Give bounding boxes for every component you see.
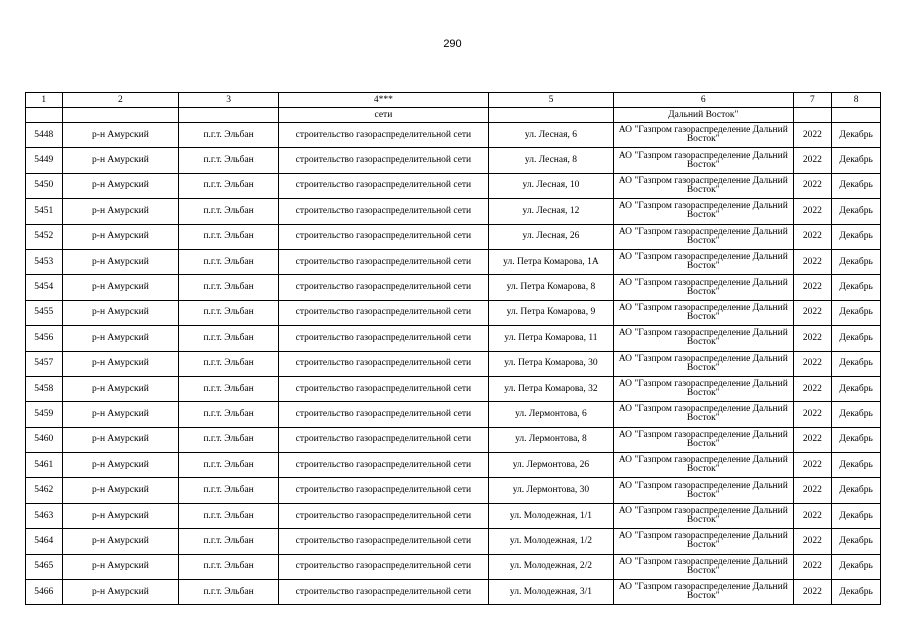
table-cell: Декабрь bbox=[832, 249, 881, 274]
table-cell: строительство газораспределительной сети bbox=[278, 351, 488, 376]
table-cell: АО "Газпром газораспределение Дальний Восток" bbox=[613, 478, 793, 503]
table-cell: 5459 bbox=[26, 402, 63, 427]
table-cell: Декабрь bbox=[832, 300, 881, 325]
table-cell: р-н Амурский bbox=[62, 326, 179, 351]
continuation-row bbox=[26, 108, 881, 123]
table-row bbox=[26, 275, 881, 300]
table-cell: р-н Амурский bbox=[62, 199, 179, 224]
table-cell: ул. Лесная, 6 bbox=[489, 123, 614, 148]
table-cell: Декабрь bbox=[832, 275, 881, 300]
table-cell: строительство газораспределительной сети bbox=[278, 199, 488, 224]
column-header: 7 bbox=[793, 93, 832, 108]
table-cell: п.г.т. Эльбан bbox=[179, 453, 279, 478]
table-cell: АО "Газпром газораспределение Дальний Восток" bbox=[613, 376, 793, 401]
table-cell: р-н Амурский bbox=[62, 249, 179, 274]
table-cell: п.г.т. Эльбан bbox=[179, 529, 279, 554]
table-cell: ул. Лермонтова, 26 bbox=[489, 453, 614, 478]
table-cell: ул. Петра Комарова, 8 bbox=[489, 275, 614, 300]
column-header: 3 bbox=[179, 93, 279, 108]
table-row bbox=[26, 580, 881, 605]
column-header: 1 bbox=[26, 93, 63, 108]
table-cell bbox=[489, 108, 614, 123]
table-row bbox=[26, 326, 881, 351]
table-cell: п.г.т. Эльбан bbox=[179, 554, 279, 579]
table-cell: строительство газораспределительной сети bbox=[278, 224, 488, 249]
table-cell: Декабрь bbox=[832, 453, 881, 478]
table-row bbox=[26, 224, 881, 249]
table-row bbox=[26, 554, 881, 579]
table-cell: Дальний Восток" bbox=[613, 108, 793, 123]
table-cell: 5450 bbox=[26, 173, 63, 198]
table-cell: п.г.т. Эльбан bbox=[179, 173, 279, 198]
table-cell: р-н Амурский bbox=[62, 554, 179, 579]
table-cell: АО "Газпром газораспределение Дальний Восток" bbox=[613, 249, 793, 274]
table-cell: Декабрь bbox=[832, 326, 881, 351]
table-cell: строительство газораспределительной сети bbox=[278, 275, 488, 300]
table-cell: 5466 bbox=[26, 580, 63, 605]
table-row bbox=[26, 199, 881, 224]
table-cell: Декабрь bbox=[832, 427, 881, 452]
table-cell: п.г.т. Эльбан bbox=[179, 427, 279, 452]
table-cell: АО "Газпром газораспределение Дальний Восток" bbox=[613, 275, 793, 300]
table-cell: 2022 bbox=[793, 300, 832, 325]
table-cell bbox=[62, 108, 179, 123]
table-cell: р-н Амурский bbox=[62, 351, 179, 376]
table-cell: ул. Лермонтова, 8 bbox=[489, 427, 614, 452]
table-cell: Декабрь bbox=[832, 351, 881, 376]
table-cell: п.г.т. Эльбан bbox=[179, 376, 279, 401]
table-cell: АО "Газпром газораспределение Дальний Восток" bbox=[613, 427, 793, 452]
table-cell bbox=[179, 108, 279, 123]
table-cell: п.г.т. Эльбан bbox=[179, 503, 279, 528]
table-cell: 5457 bbox=[26, 351, 63, 376]
table-cell: строительство газораспределительной сети bbox=[278, 478, 488, 503]
table-cell: 2022 bbox=[793, 351, 832, 376]
table-cell: ул. Петра Комарова, 32 bbox=[489, 376, 614, 401]
table-cell: строительство газораспределительной сети bbox=[278, 580, 488, 605]
table-cell: 2022 bbox=[793, 427, 832, 452]
table-cell: р-н Амурский bbox=[62, 173, 179, 198]
table-cell: 5464 bbox=[26, 529, 63, 554]
table-cell: р-н Амурский bbox=[62, 503, 179, 528]
table-cell: 5458 bbox=[26, 376, 63, 401]
table-cell: 2022 bbox=[793, 529, 832, 554]
column-header: 4*** bbox=[278, 93, 488, 108]
table-cell: строительство газораспределительной сети bbox=[278, 123, 488, 148]
table-cell: строительство газораспределительной сети bbox=[278, 376, 488, 401]
table-cell: 2022 bbox=[793, 173, 832, 198]
page-number: 290 bbox=[443, 38, 462, 50]
column-header: 8 bbox=[832, 93, 881, 108]
table-cell: АО "Газпром газораспределение Дальний Восток" bbox=[613, 173, 793, 198]
data-table bbox=[25, 92, 881, 605]
table-cell: 5455 bbox=[26, 300, 63, 325]
table-cell: ул. Молодежная, 1/2 bbox=[489, 529, 614, 554]
table-cell: Декабрь bbox=[832, 376, 881, 401]
table-cell: строительство газораспределительной сети bbox=[278, 173, 488, 198]
table-cell: 2022 bbox=[793, 148, 832, 173]
table-cell: 5451 bbox=[26, 199, 63, 224]
table-cell: р-н Амурский bbox=[62, 275, 179, 300]
table-cell: п.г.т. Эльбан bbox=[179, 224, 279, 249]
table-cell: ул. Молодежная, 1/1 bbox=[489, 503, 614, 528]
table-cell: ул. Лермонтова, 30 bbox=[489, 478, 614, 503]
table-cell: АО "Газпром газораспределение Дальний Восток" bbox=[613, 580, 793, 605]
table-cell: р-н Амурский bbox=[62, 300, 179, 325]
table-cell: р-н Амурский bbox=[62, 580, 179, 605]
table-cell: 5461 bbox=[26, 453, 63, 478]
table-cell: р-н Амурский bbox=[62, 427, 179, 452]
table-row bbox=[26, 173, 881, 198]
table-cell: Декабрь bbox=[832, 503, 881, 528]
table-cell: 2022 bbox=[793, 275, 832, 300]
table-cell: Декабрь bbox=[832, 554, 881, 579]
table-cell: сети bbox=[278, 108, 488, 123]
table-cell bbox=[26, 108, 63, 123]
table-cell: 5448 bbox=[26, 123, 63, 148]
table-cell: р-н Амурский bbox=[62, 224, 179, 249]
table-cell: р-н Амурский bbox=[62, 123, 179, 148]
table-cell: 2022 bbox=[793, 224, 832, 249]
table-cell: ул. Лесная, 26 bbox=[489, 224, 614, 249]
table-cell: ул. Молодежная, 2/2 bbox=[489, 554, 614, 579]
table-cell: Декабрь bbox=[832, 478, 881, 503]
table-cell: п.г.т. Эльбан bbox=[179, 275, 279, 300]
table-cell bbox=[793, 108, 832, 123]
table-cell: строительство газораспределительной сети bbox=[278, 503, 488, 528]
table-cell: АО "Газпром газораспределение Дальний Восток" bbox=[613, 554, 793, 579]
table-cell: Декабрь bbox=[832, 123, 881, 148]
table-cell: п.г.т. Эльбан bbox=[179, 199, 279, 224]
table-row bbox=[26, 249, 881, 274]
table-cell: Декабрь bbox=[832, 199, 881, 224]
table-cell: ул. Лермонтова, 6 bbox=[489, 402, 614, 427]
table-cell: 5454 bbox=[26, 275, 63, 300]
table-cell: 2022 bbox=[793, 478, 832, 503]
table-cell: ул. Лесная, 10 bbox=[489, 173, 614, 198]
table-cell: 5465 bbox=[26, 554, 63, 579]
column-header: 5 bbox=[489, 93, 614, 108]
column-header: 6 bbox=[613, 93, 793, 108]
table-cell: АО "Газпром газораспределение Дальний Восток" bbox=[613, 402, 793, 427]
table-cell: 5449 bbox=[26, 148, 63, 173]
table-cell: строительство газораспределительной сети bbox=[278, 529, 488, 554]
table-cell: строительство газораспределительной сети bbox=[278, 554, 488, 579]
table-cell: строительство газораспределительной сети bbox=[278, 402, 488, 427]
table-row bbox=[26, 123, 881, 148]
table-cell: 2022 bbox=[793, 249, 832, 274]
table-cell: Декабрь bbox=[832, 580, 881, 605]
table-row bbox=[26, 529, 881, 554]
table-cell: 5462 bbox=[26, 478, 63, 503]
table-cell: р-н Амурский bbox=[62, 478, 179, 503]
table-cell: ул. Петра Комарова, 11 bbox=[489, 326, 614, 351]
table-cell: АО "Газпром газораспределение Дальний Восток" bbox=[613, 199, 793, 224]
table-cell: АО "Газпром газораспределение Дальний Восток" bbox=[613, 326, 793, 351]
table-cell: строительство газораспределительной сети bbox=[278, 453, 488, 478]
table-cell: АО "Газпром газораспределение Дальний Восток" bbox=[613, 351, 793, 376]
table-cell: АО "Газпром газораспределение Дальний Восток" bbox=[613, 300, 793, 325]
table-cell bbox=[832, 108, 881, 123]
table-row bbox=[26, 402, 881, 427]
table-cell: ул. Петра Комарова, 30 bbox=[489, 351, 614, 376]
table-cell: 5463 bbox=[26, 503, 63, 528]
header-row bbox=[26, 93, 881, 108]
table-cell: п.г.т. Эльбан bbox=[179, 402, 279, 427]
table-cell: строительство газораспределительной сети bbox=[278, 148, 488, 173]
table-row bbox=[26, 351, 881, 376]
table-cell: ул. Петра Комарова, 9 bbox=[489, 300, 614, 325]
table-cell: 2022 bbox=[793, 554, 832, 579]
table-cell: 2022 bbox=[793, 199, 832, 224]
table-row bbox=[26, 503, 881, 528]
table-row bbox=[26, 376, 881, 401]
table-row bbox=[26, 300, 881, 325]
table-cell: АО "Газпром газораспределение Дальний Восток" bbox=[613, 224, 793, 249]
table-cell: строительство газораспределительной сети bbox=[278, 300, 488, 325]
table-cell: 2022 bbox=[793, 453, 832, 478]
table-cell: п.г.т. Эльбан bbox=[179, 300, 279, 325]
table-row bbox=[26, 453, 881, 478]
table-cell: Декабрь bbox=[832, 224, 881, 249]
table-cell: р-н Амурский bbox=[62, 376, 179, 401]
table-cell: р-н Амурский bbox=[62, 402, 179, 427]
table-cell: строительство газораспределительной сети bbox=[278, 326, 488, 351]
table-cell: Декабрь bbox=[832, 173, 881, 198]
table-cell: АО "Газпром газораспределение Дальний Восток" bbox=[613, 453, 793, 478]
table-cell: ул. Лесная, 8 bbox=[489, 148, 614, 173]
table-cell: 5453 bbox=[26, 249, 63, 274]
table-row bbox=[26, 478, 881, 503]
table-cell: АО "Газпром газораспределение Дальний Восток" bbox=[613, 123, 793, 148]
table-cell: строительство газораспределительной сети bbox=[278, 249, 488, 274]
table-row bbox=[26, 148, 881, 173]
table-cell: п.г.т. Эльбан bbox=[179, 326, 279, 351]
table-cell: п.г.т. Эльбан bbox=[179, 580, 279, 605]
table-cell: АО "Газпром газораспределение Дальний Восток" bbox=[613, 148, 793, 173]
table-cell: 2022 bbox=[793, 402, 832, 427]
table-cell: п.г.т. Эльбан bbox=[179, 351, 279, 376]
table-cell: АО "Газпром газораспределение Дальний Восток" bbox=[613, 503, 793, 528]
table-cell: р-н Амурский bbox=[62, 148, 179, 173]
table-cell: АО "Газпром газораспределение Дальний Восток" bbox=[613, 529, 793, 554]
table-cell: р-н Амурский bbox=[62, 529, 179, 554]
table-cell: Декабрь bbox=[832, 529, 881, 554]
table-cell: Декабрь bbox=[832, 402, 881, 427]
column-header: 2 bbox=[62, 93, 179, 108]
table-cell: ул. Лесная, 12 bbox=[489, 199, 614, 224]
table-cell: п.г.т. Эльбан bbox=[179, 148, 279, 173]
table-cell: 2022 bbox=[793, 326, 832, 351]
table-cell: р-н Амурский bbox=[62, 453, 179, 478]
table-cell: 2022 bbox=[793, 123, 832, 148]
table-cell: 5456 bbox=[26, 326, 63, 351]
table-cell: 2022 bbox=[793, 580, 832, 605]
table-cell: 5452 bbox=[26, 224, 63, 249]
table-cell: строительство газораспределительной сети bbox=[278, 427, 488, 452]
table-cell: п.г.т. Эльбан bbox=[179, 123, 279, 148]
table-cell: п.г.т. Эльбан bbox=[179, 478, 279, 503]
table-cell: ул. Молодежная, 3/1 bbox=[489, 580, 614, 605]
table-cell: 5460 bbox=[26, 427, 63, 452]
table-cell: 2022 bbox=[793, 376, 832, 401]
table-cell: 2022 bbox=[793, 503, 832, 528]
table-cell: п.г.т. Эльбан bbox=[179, 249, 279, 274]
table-cell: Декабрь bbox=[832, 148, 881, 173]
table-cell: ул. Петра Комарова, 1А bbox=[489, 249, 614, 274]
table-row bbox=[26, 427, 881, 452]
